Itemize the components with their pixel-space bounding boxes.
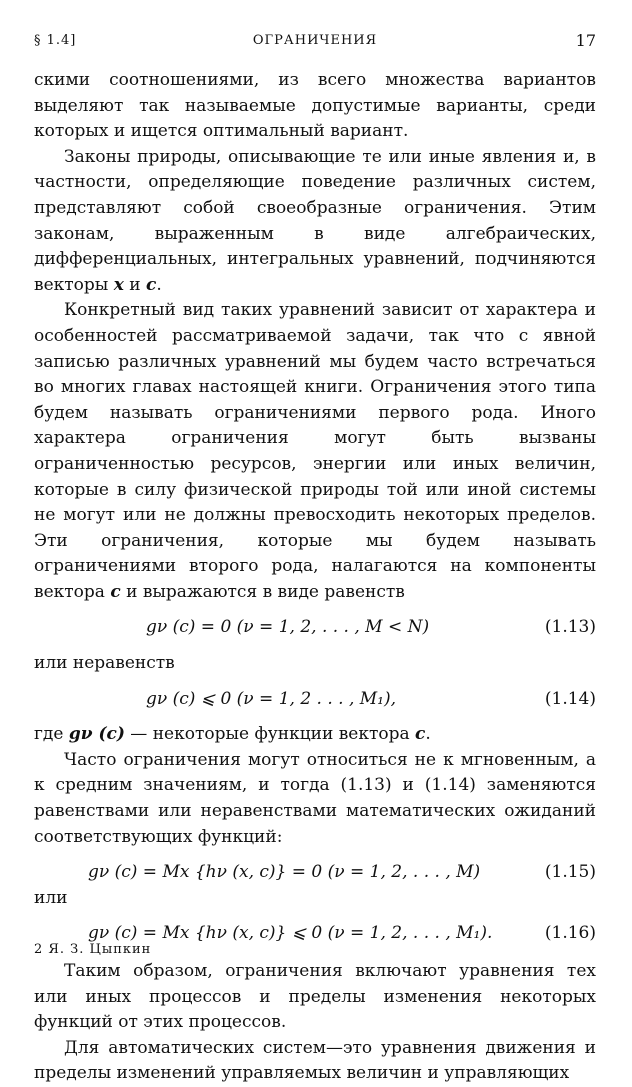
equation-1-13 [34, 615, 596, 641]
equation-formula: gν (c) = Mx {hν (x, c)} = 0 (ν = 1, 2, . . . , M) [88, 862, 481, 883]
conjunction: и [123, 274, 146, 295]
signature-mark: 2 Я. З. Цыпкин [34, 942, 152, 957]
equation-formula: gν (c) ⩽ 0 (ν = 1, 2 . . . , M₁), [146, 688, 397, 709]
page-number: 17 [575, 31, 596, 50]
paragraph-3-end: и выражаются в виде равенств [126, 581, 405, 602]
equation-number: (1.13) [544, 617, 596, 638]
page-body [34, 68, 596, 1087]
paragraph-1: скими соотношениями, из всего множества вариантов выделяют так называемые допустимые варианты, среди которых и ищется оптимальный вариант. [34, 70, 596, 142]
equation-formula: gν (c) = Mx {hν (x, c)} ⩽ 0 (ν = 1, 2, . . . , M₁). [88, 923, 493, 944]
equation-1-15 [34, 860, 596, 886]
paragraph-4: Часто ограничения могут относиться не к мгновенным, а к средним значениям, и тогда (1.13) и (1.14) заменяются равенствами или неравенствами математических ожиданий соответствующих функций: [34, 749, 596, 847]
where-line [34, 722, 596, 748]
vector-c: c [146, 274, 157, 295]
paragraph-3 [34, 298, 596, 605]
equation-number: (1.15) [544, 862, 596, 883]
function-g: gν (c) [68, 724, 125, 745]
period: . [156, 274, 162, 295]
equation-number: (1.14) [544, 688, 596, 709]
equation-formula: gν (c) = 0 (ν = 1, 2, . . . , M < N) [146, 617, 430, 638]
running-head-title: ОГРАНИЧЕНИЯ [252, 33, 378, 48]
or-inequalities: или неравенств [34, 653, 175, 674]
equation-number: (1.16) [544, 923, 596, 944]
paragraph-2-text: Законы природы, описывающие те или иные явления и, в частности, определяющие поведение различных систем, представляют собой своеобразные ограничения. Этим законам, выраженным в виде алгебраических, дифференциальных, интегральных уравнений, подчиняются векторы [34, 146, 596, 295]
paragraph-2 [34, 145, 596, 299]
period: . [425, 724, 431, 745]
vector-c: c [415, 724, 426, 745]
vector-c: c [110, 581, 121, 602]
where-word: где [34, 724, 64, 745]
or-word: или [34, 887, 68, 908]
equation-1-14 [34, 687, 596, 713]
paragraph-6: Для автоматических систем—это уравнения движения и пределы изменений управляемых величин и управляющих [34, 1037, 596, 1084]
paragraph-3-text: Конкретный вид таких уравнений зависит от характера и особенностей рассматриваемой задачи, так что с явной записью различных уравнений мы будем часто встречаться во многих главах настоящей книги. Ограничения этого типа будем называть ограничениями первого рода. Иного характера ограничения могут быть вызваны ограниченностью ресурсов, энергии или иных величин, которые в силу физической природы той или иной системы не могут или не должны превосходить некоторых пределов. Эти ограничения, которые мы будем называть ограничениями второго рода, налагаются на компоненты вектора [34, 300, 596, 602]
where-text: — некоторые функции вектора [124, 724, 416, 745]
running-head-section: § 1.4] [34, 33, 77, 48]
paragraph-5: Таким образом, ограничения включают уравнения тех или иных процессов и пределы изменения некоторых функций от этих процессов. [34, 961, 596, 1033]
vector-x: x [113, 274, 124, 295]
